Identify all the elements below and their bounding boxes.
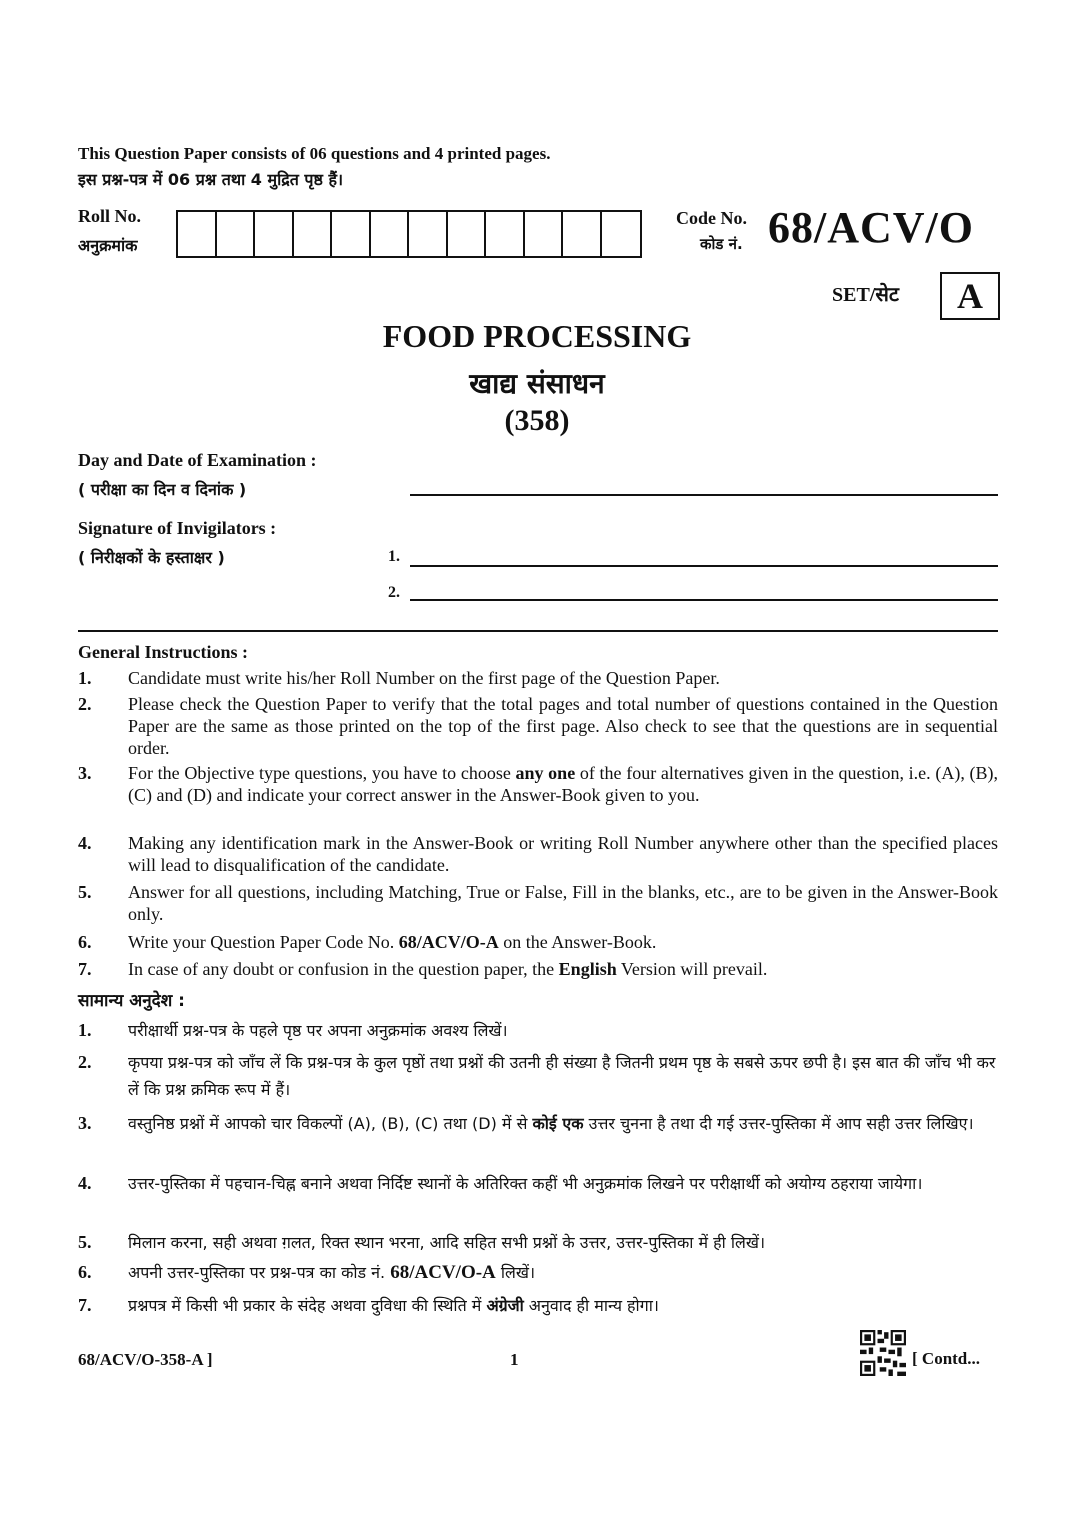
general-instructions-heading-hindi: सामान्य अनुदेश : <box>78 991 185 1011</box>
continued-marker: [ Contd... <box>912 1349 981 1368</box>
exam-date-label: Day and Date of Examination : <box>78 450 317 470</box>
invigilator-signature-label-hindi: ( निरीक्षकों के हस्ताक्षर ) <box>78 548 225 567</box>
instruction-hi-6: 6. अपनी उत्तर-पुस्तिका पर प्रश्न-पत्र का कोड नं. 68/ACV/O-A लिखें। <box>78 1262 536 1283</box>
roll-number-digit-box[interactable] <box>294 212 333 256</box>
roll-number-digit-box[interactable] <box>178 212 217 256</box>
general-instructions-heading: General Instructions : <box>78 642 248 662</box>
instruction-en-3: 3. For the Objective type questions, you have to choose any one of the four alternatives given in the question, i.e. (A), (B), (C) and (D) and indicate your correct answer in the Answer-Book given to you. <box>78 763 998 805</box>
roll-number-boxes[interactable] <box>176 210 642 258</box>
code-number-label: Code No. <box>676 208 747 228</box>
paper-info-english: This Question Paper consists of 06 questions and 4 printed pages. <box>78 144 551 163</box>
subject-title-hindi: खाद्य संसाधन <box>469 367 605 400</box>
roll-number-label-hindi: अनुक्रमांक <box>78 236 138 255</box>
instruction-hi-2: 2. कृपया प्रश्न-पत्र को जाँच लें कि प्रश्न-पत्र के कुल पृष्ठों तथा प्रश्नों की उतनी ही संख्या है जितनी प्रथम पृष्ठ के सबसे ऊपर छपी है। इस बात की जाँच भी कर लें कि प्रश्न क्रमिक रूप में हैं। <box>78 1052 996 1099</box>
signature-field-line-1[interactable] <box>410 565 998 567</box>
page-number: 1 <box>510 1350 519 1369</box>
qr-code-icon <box>860 1330 906 1376</box>
roll-number-digit-box[interactable] <box>255 212 294 256</box>
exam-date-field-line[interactable] <box>410 494 998 496</box>
instruction-hi-5: 5. मिलान करना, सही अथवा ग़लत, रिक्त स्थान भरना, आदि सहित सभी प्रश्नों के उत्तर, उत्तर-पुस्तिका में ही लिखें। <box>78 1232 766 1252</box>
section-divider <box>78 630 998 632</box>
signature-number-2: 2. <box>388 584 400 601</box>
roll-number-digit-box[interactable] <box>217 212 256 256</box>
roll-number-digit-box[interactable] <box>371 212 410 256</box>
roll-number-label: Roll No. <box>78 206 141 226</box>
roll-number-digit-box[interactable] <box>602 212 641 256</box>
instruction-hi-3: 3. वस्तुनिष्ठ प्रश्नों में आपको चार विकल्पों (A), (B), (C) तथा (D) में से कोई एक उत्तर चुनना है तथा दी गई उत्तर-पुस्तिका में आप सही उत्तर लिखिए। <box>78 1113 974 1133</box>
instruction-en-2: 2. Please check the Question Paper to verify that the total pages and total number of questions contained in the Question Paper are the same as those printed on the top of the first page. Also check to see that the questions are in sequential order. <box>78 694 998 758</box>
instruction-hi-7: 7. प्रश्नपत्र में किसी भी प्रकार के संदेह अथवा दुविधा की स्थिति में अंग्रेजी अनुवाद ही मान्य होगा। <box>78 1295 659 1315</box>
instruction-en-6: 6. Write your Question Paper Code No. 68/ACV/O-A on the Answer-Book. <box>78 932 657 952</box>
roll-number-digit-box[interactable] <box>525 212 564 256</box>
instruction-en-1: 1. Candidate must write his/her Roll Number on the first page of the Question Paper. <box>78 668 720 688</box>
set-label: SET/सेट <box>832 284 899 306</box>
invigilator-signature-label: Signature of Invigilators : <box>78 518 277 538</box>
code-number-value: 68/ACV/O <box>768 203 974 252</box>
subject-code: (358) <box>504 404 570 437</box>
roll-number-digit-box[interactable] <box>448 212 487 256</box>
roll-number-digit-box[interactable] <box>486 212 525 256</box>
roll-number-digit-box[interactable] <box>409 212 448 256</box>
subject-title: FOOD PROCESSING <box>382 318 692 354</box>
instruction-hi-1: 1. परीक्षार्थी प्रश्न-पत्र के पहले पृष्ठ पर अपना अनुक्रमांक अवश्य लिखें। <box>78 1020 508 1040</box>
signature-number-1: 1. <box>388 548 400 565</box>
paper-info-hindi: इस प्रश्न-पत्र में 06 प्रश्न तथा 4 मुद्रित पृष्ठ हैं। <box>78 170 344 189</box>
exam-date-label-hindi: ( परीक्षा का दिन व दिनांक ) <box>78 480 247 499</box>
footer-paper-code: 68/ACV/O-358-A ] <box>78 1350 213 1369</box>
instruction-hi-4: 4. उत्तर-पुस्तिका में पहचान-चिह्न बनाने अथवा निर्दिष्ट स्थानों के अतिरिक्त कहीं भी अनुक्रमांक लिखने पर परीक्षार्थी को अयोग्य ठहराया जायेगा। <box>78 1173 923 1193</box>
set-value-box: A <box>940 272 1000 320</box>
roll-number-digit-box[interactable] <box>332 212 371 256</box>
roll-number-digit-box[interactable] <box>563 212 602 256</box>
code-number-label-hindi: कोड नं. <box>700 235 743 253</box>
instruction-en-5: 5. Answer for all questions, including Matching, True or False, Fill in the blanks, etc., are to be given in the Answer-Book only. <box>78 882 998 924</box>
instruction-en-7: 7. In case of any doubt or confusion in the question paper, the English Version will prevail. <box>78 959 768 979</box>
signature-field-line-2[interactable] <box>410 599 998 601</box>
instruction-en-4: 4. Making any identification mark in the Answer-Book or writing Roll Number anywhere other than the specified places will lead to disqualification of the candidate. <box>78 833 998 875</box>
